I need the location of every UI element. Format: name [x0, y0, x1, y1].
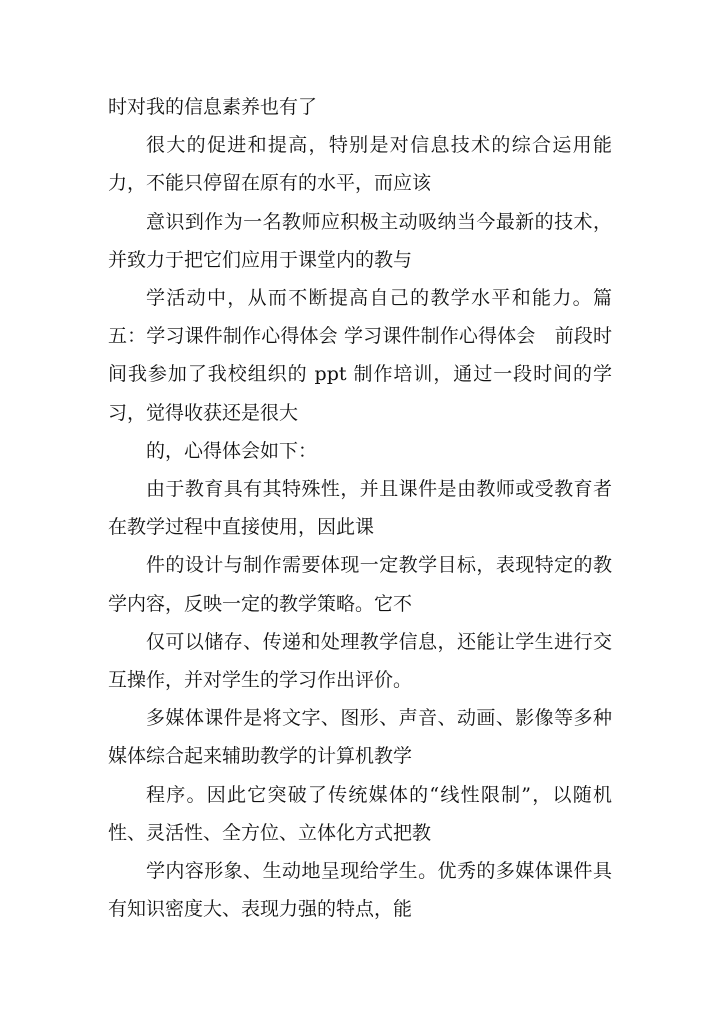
- paragraph-3: 意识到作为一名教师应积极主动吸纳当今最新的技术，并致力于把它们应用于课堂内的教与: [108, 210, 612, 271]
- paragraph-2: 很大的促进和提高，特别是对信息技术的综合运用能力，不能只停留在原有的水平，而应该: [108, 134, 612, 195]
- document-body: [108, 88, 612, 928]
- paragraph-9: 多媒体课件是将文字、图形、声音、动画、影像等多种媒体综合起来辅助教学的计算机教学: [108, 707, 612, 768]
- paragraph-8: 仅可以储存、传递和处理教学信息，还能让学生进行交互操作，并对学生的学习作出评价。: [108, 630, 612, 692]
- paragraph-11: 学内容形象、生动地呈现给学生。优秀的多媒体课件具有知识密度大、表现力强的特点，能: [108, 860, 612, 921]
- paragraph-5: 的，心得体会如下：: [146, 439, 318, 462]
- paragraph-6: 由于教育具有其特殊性，并且课件是由教师或受教育者在教学过程中直接使用，因此课: [108, 478, 612, 539]
- paragraph-10: 程序。因此它突破了传统媒体的“线性限制”，以随机性、灵活性、全方位、立体化方式把教: [108, 783, 612, 844]
- paragraph-4: 学活动中，从而不断提高自己的教学水平和能力。篇五：学习课件制作心得体会 学习课件制作心得体会 前段时间我参加了我校组织的 ppt 制作培训，通过一段时间的学习，觉得收获还是很大: [108, 287, 612, 424]
- paragraph-1: 时对我的信息素养也有了: [108, 96, 318, 118]
- paragraph-7: 件的设计与制作需要体现一定教学目标，表现特定的教学内容，反映一定的教学策略。它不: [108, 554, 612, 615]
